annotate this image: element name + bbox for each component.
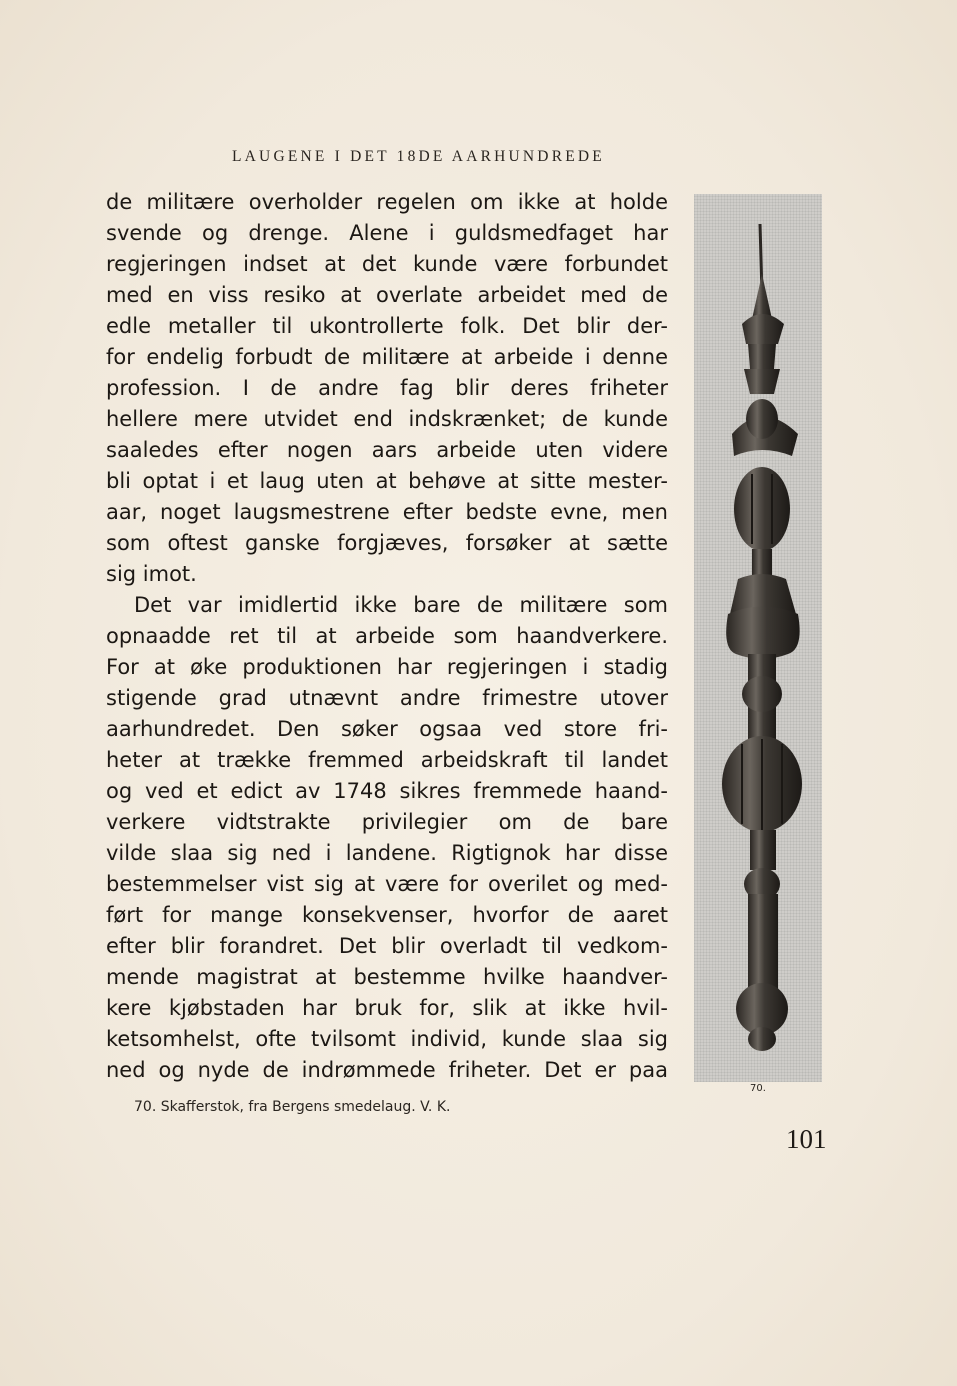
- text-line: med en viss resiko at overlate arbeidet med de: [106, 283, 668, 307]
- text-line: ført for mange konsekvenser, hvorfor de aaret: [106, 903, 668, 927]
- text-line: svende og drenge. Alene i guldsmedfaget har: [106, 221, 668, 245]
- text-line: verkere vidtstrakte privilegier om de bare: [106, 810, 668, 834]
- figure-staff-photo: [694, 194, 822, 1082]
- text-line: opnaadde ret til at arbeide som haandverkere.: [106, 624, 668, 648]
- body-text: [106, 187, 668, 1086]
- text-line: efter blir forandret. Det blir overladt til vedkom-: [106, 934, 668, 958]
- running-head: LAUGENE I DET 18DE AARHUNDREDE: [232, 148, 605, 165]
- text-line: regjeringen indset at det kunde være forbundet: [106, 252, 668, 276]
- text-line: bestemmelser vist sig at være for overilet og med-: [106, 872, 668, 896]
- text-line: stigende grad utnævnt andre frimestre utover: [106, 686, 668, 710]
- text-line: For at øke produktionen har regjeringen i stadig: [106, 655, 668, 679]
- text-line: kere kjøbstaden har bruk for, slik at ikke hvil-: [106, 996, 668, 1020]
- text-line: sig imot.: [106, 562, 197, 586]
- figure-number: 70.: [750, 1083, 766, 1094]
- text-line: aarhundredet. Den søker ogsaa ved store fri-: [106, 717, 668, 741]
- text-line: hellere mere utvidet end indskrænket; de kunde: [106, 407, 668, 431]
- text-line: edle metaller til ukontrollerte folk. Det blir der-: [106, 314, 668, 338]
- text-line: profession. I de andre fag blir deres friheter: [106, 376, 668, 400]
- text-line: for endelig forbudt de militære at arbeide i denne: [106, 345, 668, 369]
- text-line: saaledes efter nogen aars arbeide uten videre: [106, 438, 668, 462]
- text-line: vilde slaa sig ned i landene. Rigtignok har disse: [106, 841, 668, 865]
- text-line: og ved et edict av 1748 sikres fremmede haand-: [106, 779, 668, 803]
- page-number: 101: [786, 1124, 827, 1154]
- text-line: Det var imidlertid ikke bare de militære som: [134, 593, 668, 617]
- text-line: bli optat i et laug uten at behøve at sitte mester-: [106, 469, 668, 493]
- text-line: ketsomhelst, ofte tvilsomt individ, kunde slaa sig: [106, 1027, 668, 1051]
- text-line: heter at trække fremmed arbeidskraft til landet: [106, 748, 668, 772]
- staff-illustration: [694, 194, 822, 1082]
- figure-caption: 70. Skafferstok, fra Bergens smedelaug. V. K.: [134, 1099, 451, 1115]
- text-line: som oftest ganske forgjæves, forsøker at sætte: [106, 531, 668, 555]
- text-line: ned og nyde de indrømmede friheter. Det er paa: [106, 1058, 668, 1082]
- text-line: mende magistrat at bestemme hvilke haandver-: [106, 965, 668, 989]
- text-line: de militære overholder regelen om ikke at holde: [106, 190, 668, 214]
- text-line: aar, noget laugsmestrene efter bedste evne, men: [106, 500, 668, 524]
